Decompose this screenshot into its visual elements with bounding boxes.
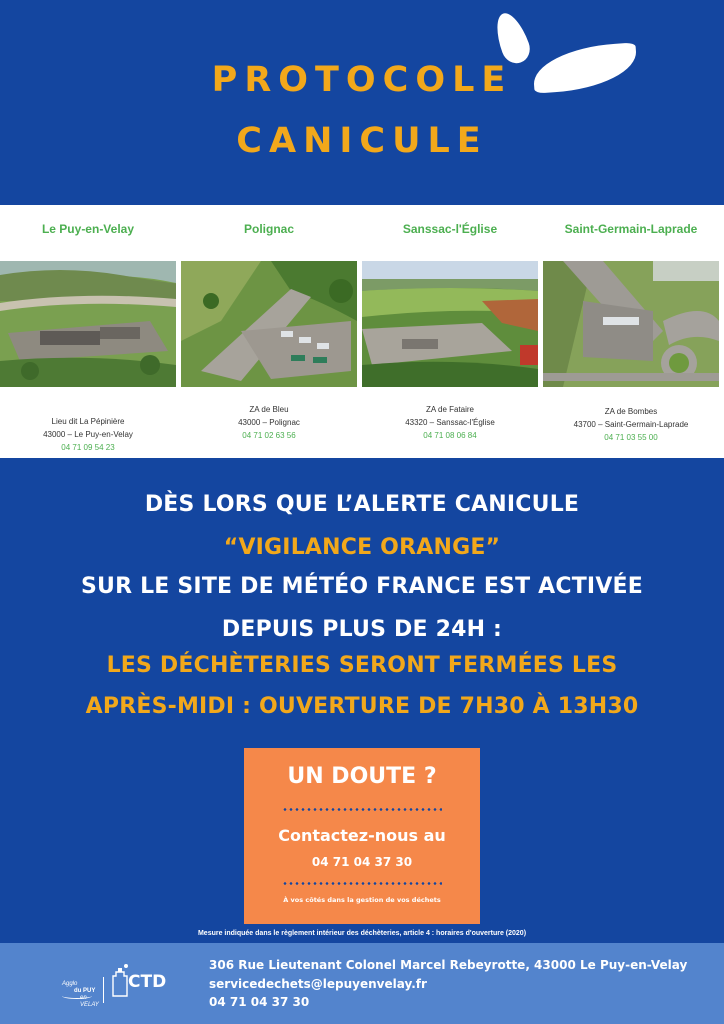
site-address-city: 43700 – Saint-Germain-Laprade: [573, 420, 689, 429]
site-photo: [543, 261, 719, 387]
site-address-line: ZA de Fataire: [425, 405, 475, 414]
site-phone[interactable]: 04 71 03 55 00: [604, 433, 658, 442]
regulation-note: Mesure indiquée dans le règlement intérieur des déchèteries, article 4 : horaires d'ouverture (2020): [197, 930, 527, 937]
sites-band: [0, 205, 724, 458]
site-address: [543, 405, 719, 444]
alert-line-5: LES DÉCHÈTERIES SERONT FERMÉES LES: [106, 653, 618, 678]
site-card: [181, 205, 357, 458]
site-name: Le Puy-en-Velay: [41, 222, 135, 236]
logo-text: Agglo: [62, 981, 78, 987]
footer-phone[interactable]: 04 71 04 37 30: [209, 995, 310, 1009]
contact-box: [244, 748, 480, 924]
title-line-2: CANICULE: [236, 121, 488, 161]
site-address-line: ZA de Bombes: [604, 407, 658, 416]
site-card: [543, 205, 719, 458]
site-address: [362, 403, 538, 442]
site-photo: [362, 261, 538, 387]
footer: [0, 943, 724, 1024]
site-phone[interactable]: 04 71 09 54 23: [61, 443, 115, 452]
alert-line-3: SUR LE SITE DE MÉTÉO FRANCE EST ACTIVÉE: [80, 574, 644, 599]
dotted-divider: [282, 808, 442, 811]
alert-line-2: “VIGILANCE ORANGE”: [223, 535, 501, 560]
site-name: Sanssac-l'Église: [402, 222, 498, 236]
site-phone[interactable]: 04 71 08 06 84: [423, 431, 477, 440]
agglo-puy-logo: [62, 981, 106, 1008]
site-address-city: 43000 – Polignac: [238, 418, 300, 427]
site-photo: [181, 261, 357, 387]
site-name: Polignac: [243, 222, 294, 236]
site-phone[interactable]: 04 71 02 63 56: [242, 431, 296, 440]
site-photo: [0, 261, 176, 387]
site-address-city: 43000 – Le Puy-en-Velay: [43, 430, 133, 439]
ctd-logo: [108, 962, 170, 1006]
site-card: [362, 205, 538, 458]
site-card: [0, 205, 176, 458]
footer-address: 306 Rue Lieutenant Colonel Marcel Rebeyrotte, 43000 Le Puy-en-Velay: [209, 958, 688, 972]
logo-text: du PUY: [74, 988, 96, 994]
footer-email[interactable]: servicedechets@lepuyenvelay.fr: [209, 977, 427, 991]
doubt-heading: UN DOUTE ?: [287, 764, 437, 789]
site-address: [181, 403, 357, 442]
alert-line-4: DEPUIS PLUS DE 24H :: [221, 617, 503, 642]
logo-swoosh: [62, 993, 92, 999]
site-name: Saint-Germain-Laprade: [564, 222, 698, 236]
logo-divider: [103, 977, 104, 1003]
dotted-divider: [282, 882, 442, 885]
site-address-city: 43320 – Sanssac-l'Église: [405, 418, 495, 427]
logo-text: CTD: [128, 972, 167, 992]
leaf-shape: [490, 9, 534, 67]
contact-slogan: À vos côtés dans la gestion de vos déchets: [283, 896, 441, 904]
site-address: [0, 415, 176, 454]
site-address-line: Lieu dit La Pépinière: [51, 417, 125, 426]
logo-text: en VELAY: [80, 995, 99, 1008]
title-line-1: PROTOCOLE: [211, 60, 513, 100]
contact-label: Contactez-nous au: [278, 826, 446, 845]
site-address-line: ZA de Bleu: [249, 405, 289, 414]
alert-line-1: DÈS LORS QUE L’ALERTE CANICULE: [144, 492, 580, 517]
contact-phone[interactable]: 04 71 04 37 30: [311, 855, 413, 869]
alert-line-6: APRÈS-MIDI : OUVERTURE DE 7H30 À 13H30: [85, 694, 639, 719]
